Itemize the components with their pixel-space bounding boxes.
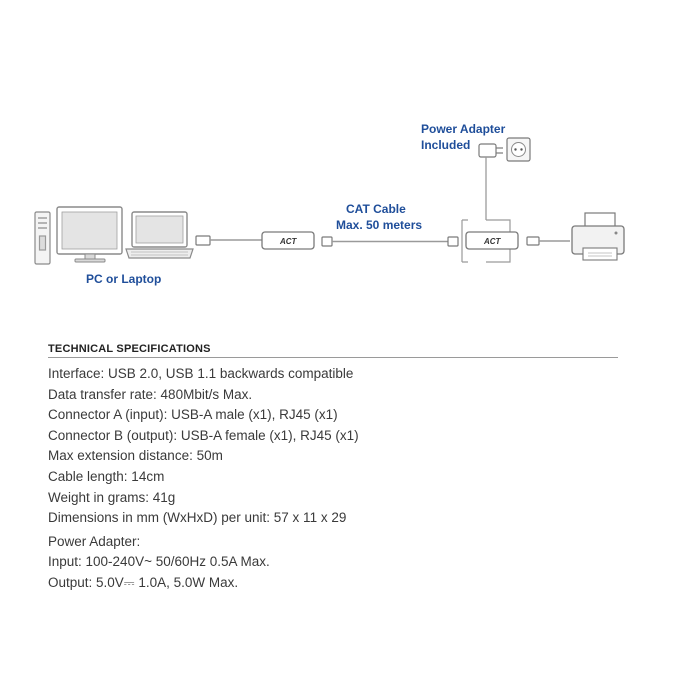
cable-label-line1: CAT Cable xyxy=(346,202,406,216)
spec-dimensions: Dimensions in mm (WxHxD) per unit: 57 x 11 x 29 xyxy=(48,510,347,526)
spec-weight: Weight in grams: 41g xyxy=(48,489,176,505)
specs-divider xyxy=(48,357,618,358)
spec-cable-length: Cable length: 14cm xyxy=(48,468,165,484)
spec-interface: Interface: USB 2.0, USB 1.1 backwards compatible xyxy=(48,366,354,381)
specs-title: TECHNICAL SPECIFICATIONS xyxy=(48,343,211,355)
power-adapter-icon xyxy=(479,144,503,220)
monitor-icon xyxy=(57,207,122,262)
pc-label: PC or Laptop xyxy=(86,272,162,286)
receiver-logo: ACT xyxy=(484,237,501,246)
printer-icon xyxy=(572,213,624,260)
laptop-icon xyxy=(126,212,193,258)
wall-outlet-icon xyxy=(507,138,530,161)
adapter-label-line2: Included xyxy=(421,138,471,152)
spec-power-input: Input: 100-240V~ 50/60Hz 0.5A Max. xyxy=(48,554,270,570)
spec-connector-b: Connector B (output): USB-A female (x1), RJ45 (x1) xyxy=(48,427,359,443)
extender-receiver-icon xyxy=(462,220,518,262)
spec-max-distance: Max extension distance: 50m xyxy=(48,448,223,464)
spec-data-rate: Data transfer rate: 480Mbit/s Max. xyxy=(48,386,253,402)
adapter-label-line1: Power Adapter xyxy=(421,122,506,136)
spec-power-adapter-heading: Power Adapter: xyxy=(48,533,141,549)
transmitter-logo: ACT xyxy=(280,237,297,246)
spec-connector-a: Connector A (input): USB-A male (x1), RJ45 (x1) xyxy=(48,407,338,423)
extender-transmitter-icon xyxy=(262,232,314,249)
specs-list xyxy=(48,364,359,594)
desktop-tower-icon xyxy=(35,212,50,264)
cat-cable xyxy=(322,237,458,246)
usb-cable-b xyxy=(527,237,570,245)
connection-diagram xyxy=(0,0,700,330)
spec-power-output: Output: 5.0V⎓ 1.0A, 5.0W Max. xyxy=(48,574,239,590)
usb-cable-a xyxy=(196,236,262,245)
cable-label-line2: Max. 50 meters xyxy=(336,218,423,232)
